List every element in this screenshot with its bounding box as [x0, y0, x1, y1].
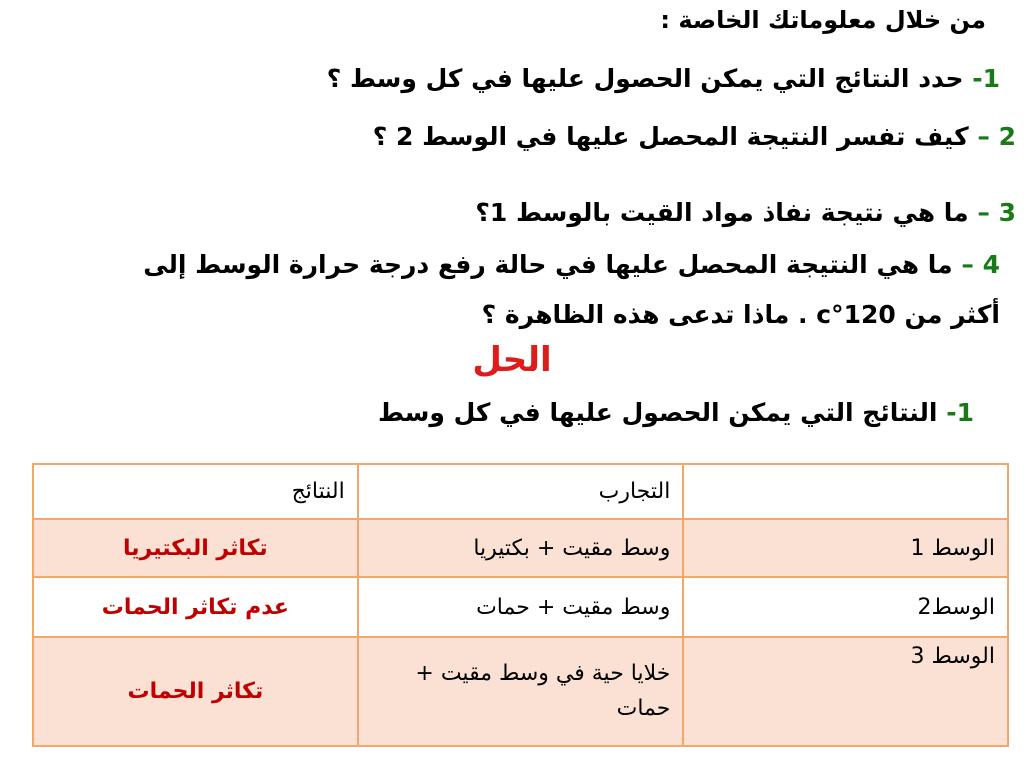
row-result-text: تكاثر الحمات [127, 679, 264, 704]
question-3 [475, 198, 1016, 227]
solution-heading: الحل [472, 340, 552, 380]
results-table [32, 463, 1009, 747]
question-2 [373, 122, 1016, 151]
question-3-number: 3 – [977, 198, 1016, 227]
row-result [33, 637, 358, 746]
table-row [33, 519, 1008, 577]
question-4-text-line1: ما هي النتيجة المحصل عليها في حالة رفع درجة حرارة الوسط إلى [143, 250, 953, 279]
question-1-number: 1- [972, 64, 1000, 93]
row-experiment: وسط مقيت + بكتيريا [358, 519, 684, 577]
table-header-row [33, 464, 1008, 519]
header-medium [683, 464, 1008, 519]
question-1 [327, 64, 1000, 93]
table-row [33, 577, 1008, 637]
row-medium: الوسط 3 [683, 637, 1008, 746]
row-experiment: خلايا حية في وسط مقيت + حمات [358, 637, 684, 746]
table-row [33, 637, 1008, 746]
question-4-line2 [482, 300, 1000, 329]
question-2-number: 2 – [977, 122, 1016, 151]
header-results: النتائج [33, 464, 358, 519]
question-4-number: 4 – [961, 250, 1000, 279]
row-result-text: تكاثر البكتيريا [123, 535, 268, 561]
question-1-text: حدد النتائج التي يمكن الحصول عليها في كل وسط ؟ [326, 64, 964, 93]
answer-1-text: النتائج التي يمكن الحصول عليها في كل وسط [377, 398, 938, 427]
question-4 [143, 250, 1000, 279]
question-3-text: ما هي نتيجة نفاذ مواد القيت بالوسط 1؟ [475, 198, 969, 227]
row-result [33, 519, 358, 577]
question-4-text-line2: أكثر من 120°c . ماذا تدعى هذه الظاهرة ؟ [481, 300, 1000, 329]
solution-heading-row [0, 340, 1024, 380]
question-2-text: كيف تفسر النتيجة المحصل عليها في الوسط 2 ؟ [372, 122, 969, 151]
row-medium: الوسط2 [683, 577, 1008, 637]
header-experiments: التجارب [358, 464, 684, 519]
intro-text: من خلال معلوماتك الخاصة : [660, 6, 986, 34]
row-medium: الوسط 1 [683, 519, 1008, 577]
answer-1-number: 1- [946, 398, 974, 427]
row-experiment: وسط مقيت + حمات [358, 577, 684, 637]
answer-1 [378, 398, 974, 427]
row-result-text: عدم تكاثر الحمات [101, 594, 289, 620]
row-result [33, 577, 358, 637]
